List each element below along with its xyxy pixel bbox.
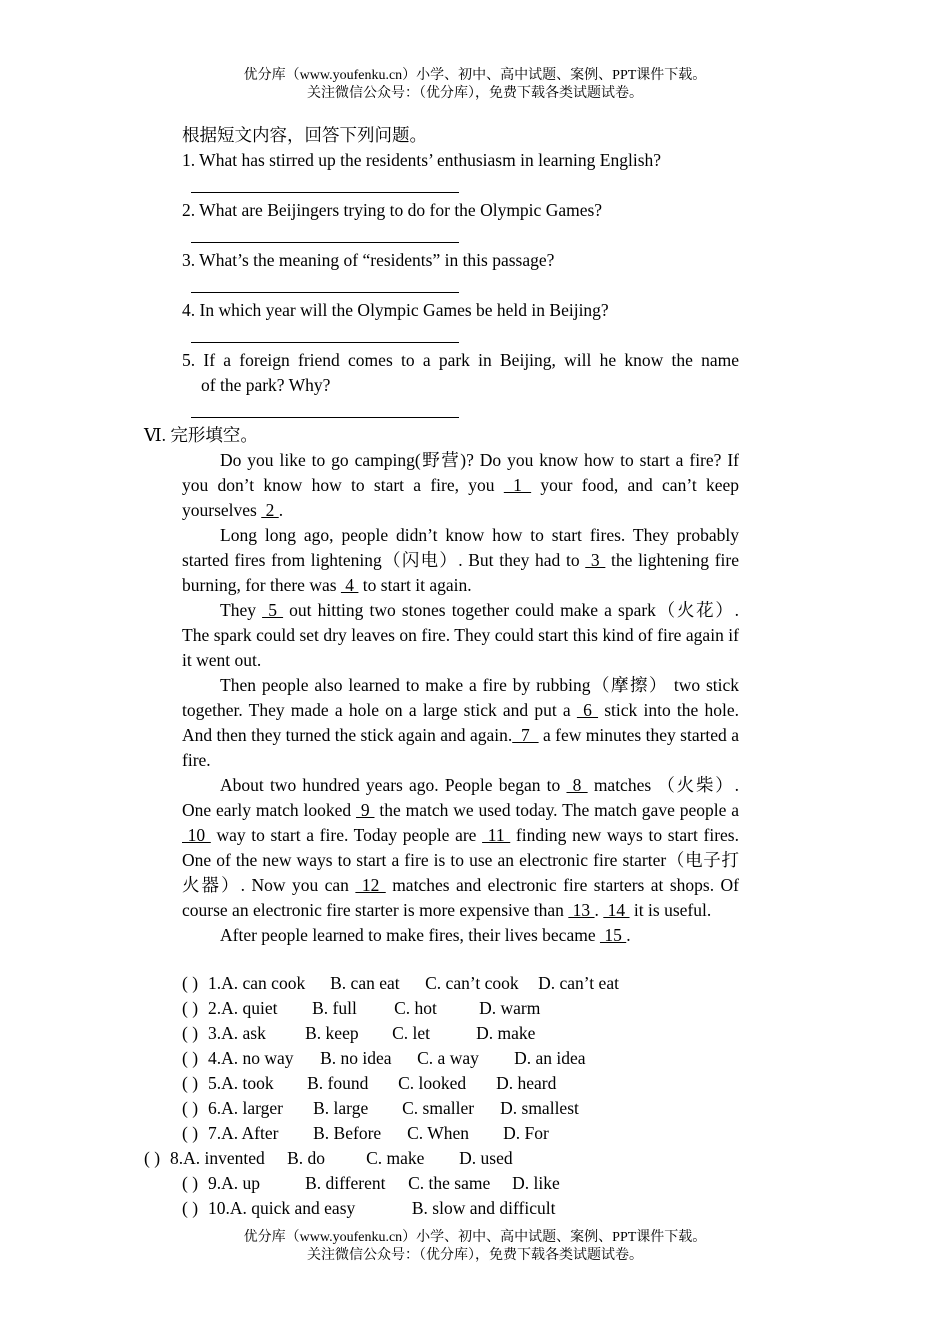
answer-paren: ( ) [182, 1098, 199, 1118]
blank-4: 4 [340, 575, 359, 595]
blank-8: 8 [566, 775, 588, 795]
option-c: C. looked [398, 1073, 467, 1093]
option-number: 3. [208, 1023, 222, 1043]
option-d: D. heard [496, 1073, 557, 1093]
header-line-2: 关注微信公众号：（优分库），免费下载各类试题试卷。 [307, 86, 643, 101]
option-d: D. an idea [514, 1048, 586, 1068]
option-b: B. no idea [320, 1048, 392, 1068]
blank-11: 11 [482, 825, 511, 845]
option-c: C. let [392, 1023, 431, 1043]
blank-5: 5 [262, 600, 284, 620]
cloze-paragraph-4 [182, 673, 739, 773]
blank-14: 14 [603, 900, 630, 920]
option-row [182, 1021, 535, 1046]
option-b: B. keep [305, 1023, 359, 1043]
option-c: C. the same [408, 1173, 491, 1193]
p5-text-d: the match we used today. The match gave people a [374, 800, 739, 820]
p5-text-g: matches and electronic fire starters at shops. Of course an electronic fire starter is more expensive than [182, 875, 739, 920]
blank-1: 1 [503, 475, 532, 495]
option-number: 1. [208, 973, 222, 993]
option-a: A. can cook [221, 973, 306, 993]
p6-text-a: After people learned to make fires, their lives became [220, 925, 600, 945]
answer-line-4 [191, 342, 459, 343]
footer-line-2: 关注微信公众号：（优分库），免费下载各类试题试卷。 [307, 1248, 643, 1263]
option-row [182, 996, 540, 1021]
option-a: A. quick and easy [229, 1198, 356, 1218]
option-b: B. Before [313, 1123, 382, 1143]
cloze-paragraph-6 [182, 923, 739, 948]
option-row [182, 1171, 560, 1196]
p3-text-c: out hitting two stones together could make a spark（火花）. The spark could set dry leaves on fire. They could start this kind of fire again if it went out. [182, 600, 739, 670]
p6-text-b: . [626, 925, 631, 945]
reading-question-5 [182, 348, 739, 398]
blank-15: 15 [599, 925, 627, 945]
option-a: A. took [221, 1073, 274, 1093]
option-d: D. make [476, 1023, 536, 1043]
p1-text-c: your food, and can’t keep yourselves [182, 475, 739, 520]
option-row [182, 1046, 586, 1071]
option-row [182, 1121, 549, 1146]
option-a: A. up [221, 1173, 261, 1193]
option-row [144, 1146, 513, 1171]
answer-paren: ( ) [144, 1148, 161, 1168]
option-number: 5. [208, 1073, 222, 1093]
answer-paren: ( ) [182, 1048, 199, 1068]
answer-line-5 [191, 417, 459, 418]
cloze-passage [182, 448, 739, 948]
option-b: B. can eat [330, 973, 400, 993]
option-b: B. found [307, 1073, 369, 1093]
option-b: B. slow and difficult [411, 1198, 556, 1218]
option-a: A. ask [221, 1023, 266, 1043]
option-c: C. smaller [402, 1098, 475, 1118]
cloze-paragraph-1 [182, 448, 739, 523]
p5-text-h: . [594, 900, 604, 920]
option-number: 7. [208, 1123, 222, 1143]
answer-paren: ( ) [182, 998, 199, 1018]
option-c: C. When [407, 1123, 470, 1143]
reading-instruction: 根据短文内容，回答下列问题。 [182, 125, 427, 145]
option-d: D. smallest [500, 1098, 579, 1118]
page-footer [0, 1229, 950, 1265]
answer-paren: ( ) [182, 1073, 199, 1093]
p5-text-a: About two hundred years ago. People began to [220, 775, 567, 795]
option-d: D. For [503, 1123, 549, 1143]
p5-text-i: it is useful. [629, 900, 712, 920]
option-a: A. no way [221, 1048, 294, 1068]
cloze-paragraph-2 [182, 523, 739, 598]
blank-12: 12 [355, 875, 386, 895]
answer-paren: ( ) [182, 1123, 199, 1143]
option-b: B. do [287, 1148, 326, 1168]
footer-line-1: 优分库（www.youfenku.cn）小学、初中、高中试题、案例、PPT课件下载。 [243, 1230, 707, 1245]
option-row [182, 971, 619, 996]
reading-question-1: 1. What has stirred up the residents’ enthusiasm in learning English? [182, 150, 662, 170]
answer-paren: ( ) [182, 1198, 199, 1218]
p5-text-f: finding new ways to start fires. One of the new ways to start a fire is to use an electronic fire starter（电子打火器）. Now you can [182, 825, 739, 895]
p2-text-a: Long long ago, people didn’t know how to start fires. They probably started fires from lightening（闪电）. But they had to [182, 525, 739, 570]
answer-paren: ( ) [182, 1023, 199, 1043]
page-header [0, 67, 950, 103]
reading-question-5-line-2: of the park? Why? [201, 375, 331, 395]
answer-line-2 [191, 242, 459, 243]
option-c: C. hot [394, 998, 437, 1018]
option-number: 10. [208, 1198, 230, 1218]
p4-text-a: Then people also learned to make a fire by rubbing（摩擦） two stick together. They made a hole on a large stick and put a [182, 675, 739, 720]
option-c: C. make [366, 1148, 425, 1168]
header-line-1: 优分库（www.youfenku.cn）小学、初中、高中试题、案例、PPT课件下载。 [243, 68, 707, 83]
option-c: C. a way [417, 1048, 479, 1068]
blank-13: 13 [568, 900, 595, 920]
cloze-section-title: Ⅵ. 完形填空。 [144, 425, 258, 445]
cloze-paragraph-3 [182, 598, 739, 673]
option-number: 2. [208, 998, 222, 1018]
blank-10: 10 [182, 825, 211, 845]
reading-question-4: 4. In which year will the Olympic Games be held in Beijing? [182, 300, 609, 320]
answer-line-1 [191, 192, 459, 193]
option-d: D. warm [479, 998, 541, 1018]
answer-paren: ( ) [182, 1173, 199, 1193]
p3-text-a: They [220, 600, 263, 620]
option-d: D. used [459, 1148, 513, 1168]
answer-paren: ( ) [182, 973, 199, 993]
option-d: D. can’t eat [538, 973, 619, 993]
blank-2: 2 [261, 500, 279, 520]
option-a: A. invented [183, 1148, 265, 1168]
option-row [182, 1196, 555, 1221]
option-number: 6. [208, 1098, 222, 1118]
p4-text-d: a few minutes they started a fire. [182, 725, 739, 770]
reading-question-2: 2. What are Beijingers trying to do for the Olympic Games? [182, 200, 603, 220]
option-a: A. After [221, 1123, 279, 1143]
option-row [182, 1071, 556, 1096]
p1-text-a: Do you like to go camping(野营)? Do you know how to start a fire? If you don’t know how to start a fire, you [182, 450, 739, 495]
option-number: 9. [208, 1173, 222, 1193]
reading-question-3: 3. What’s the meaning of “residents” in this passage? [182, 250, 555, 270]
blank-9: 9 [356, 800, 375, 820]
option-number: 8. [170, 1148, 184, 1168]
p4-text-c: stick into the hole. And then they turned the stick again and again. [182, 700, 739, 745]
option-c: C. can’t cook [425, 973, 519, 993]
answer-line-3 [191, 292, 459, 293]
blank-7: 7 [512, 725, 539, 745]
option-a: A. larger [221, 1098, 283, 1118]
option-a: A. quiet [221, 998, 278, 1018]
option-number: 4. [208, 1048, 222, 1068]
p5-text-e: way to start a fire. Today people are [210, 825, 483, 845]
cloze-paragraph-5 [182, 773, 739, 923]
option-row [182, 1096, 579, 1121]
option-d: D. like [512, 1173, 560, 1193]
blank-6: 6 [576, 700, 599, 720]
p1-text-d: . [278, 500, 284, 520]
option-b: B. full [312, 998, 357, 1018]
reading-question-5-line-1: 5. If a foreign friend comes to a park in Beijing, will he know the name [182, 350, 739, 370]
option-b: B. large [313, 1098, 369, 1118]
p2-text-d: to start it again. [358, 575, 472, 595]
p5-text-c: matches （火柴）. One early match looked [182, 775, 739, 820]
option-b: B. different [305, 1173, 386, 1193]
blank-3: 3 [585, 550, 606, 570]
p2-text-c: the lightening fire burning, for there was [182, 550, 739, 595]
